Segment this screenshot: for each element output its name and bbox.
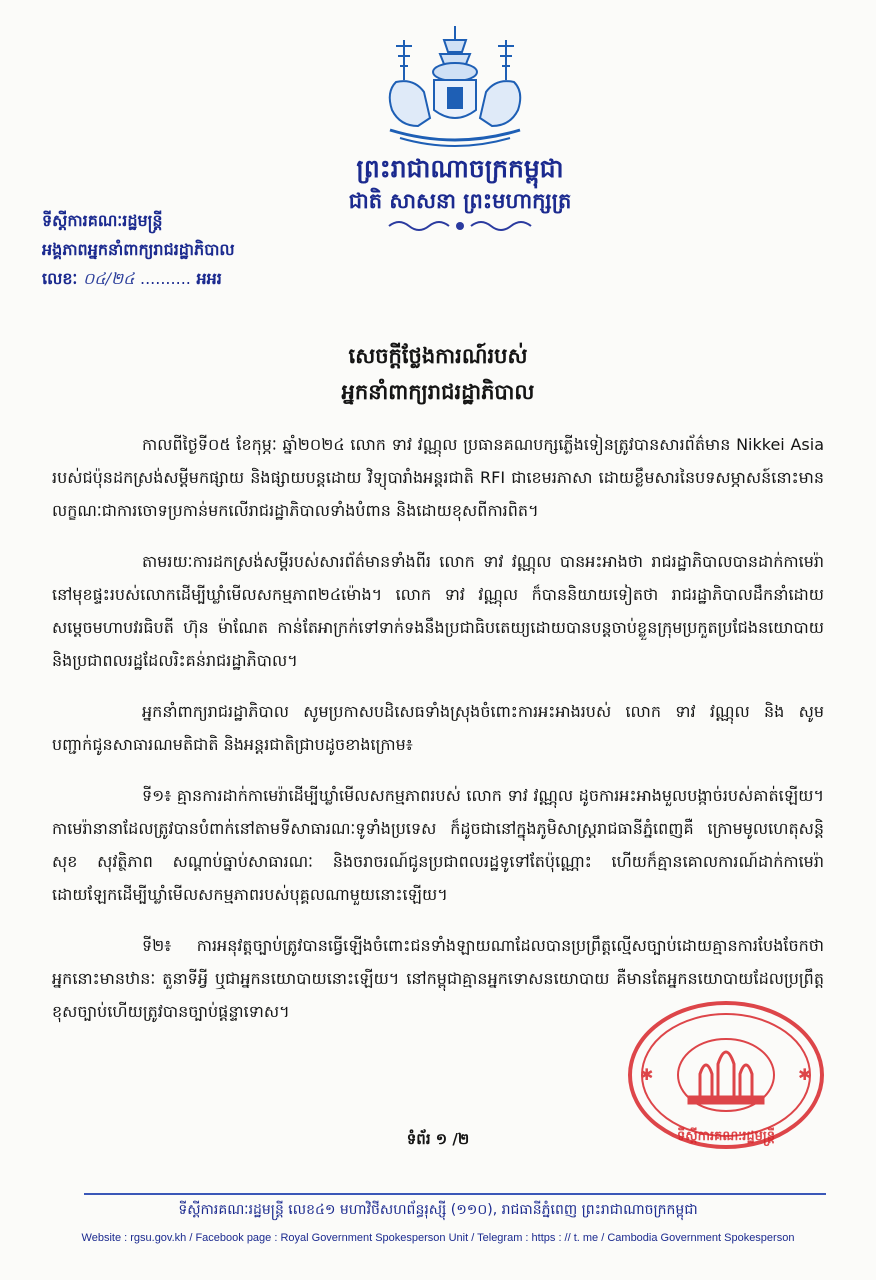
point-2: ទី២៖ ការអនុវត្តច្បាប់ត្រូវបានធ្វើឡើងចំពោះជនទាំងឡាយណាដែលបានប្រព្រឹត្តល្មើសច្បាប់ដោយគ្មានការបែងចែកថា អ្នកនោះមានឋានៈ តួនាទីអ្វី ឬជាអ្នកនយោបាយនោះឡើយ។ នៅកម្ពុជាគ្មានអ្នកទោសនយោបាយ គឺមានតែអ្នកនយោបាយដែលប្រព្រឹត្តខុសច្បាប់ហើយត្រូវបានច្បាប់ផ្ដន្ទាទោស។ bbox=[52, 936, 824, 1021]
footer-address: ទីស្ដីការគណៈរដ្ឋមន្ត្រី លេខ៤១ មហាវិថីសហព័ន្ធរុស្ស៊ី (១១០), រាជធានីភ្នំពេញ ព្រះរាជាណាចក្រកម្ពុជា bbox=[178, 1202, 698, 1218]
ornament-divider bbox=[320, 216, 600, 242]
unit-name: អង្គភាពអ្នកនាំពាក្យរាជរដ្ឋាភិបាល bbox=[42, 240, 235, 259]
page-number: ទំព័រ ១ /២ bbox=[406, 1130, 470, 1148]
kingdom-header bbox=[320, 152, 600, 242]
reference-suffix: អអរ bbox=[196, 269, 222, 288]
office-name: ទីស្ដីការគណៈរដ្ឋមន្ត្រី bbox=[42, 211, 163, 230]
statement-title bbox=[0, 338, 876, 410]
footer-links: Website : rgsu.gov.kh / Facebook page : Royal Government Spokesperson Unit / Telegram : https : // t. me / Cambodia Government Spokesperson bbox=[81, 1232, 795, 1244]
reference-label: លេខៈ bbox=[42, 269, 78, 288]
paragraph-2: តាមរយៈការដកស្រង់សម្ដីរបស់សារព័ត៌មានទាំងពីរ លោក ទាវ វណ្ណុល បានអះអាងថា រាជរដ្ឋាភិបាលបានដាក់កាមេរ៉ានៅមុខផ្ទះរបស់លោកដើម្បីឃ្លាំមើលសកម្មភាព២៤ម៉ោង។ លោក ទាវ វណ្ណុល ក៏បាននិយាយទៀតថា រាជរដ្ឋាភិបាលដឹកនាំដោយ សម្ដេចមហាបវរធិបតី ហ៊ុន ម៉ាណែត កាន់តែអាក្រក់ទៅទាក់ទងនឹងប្រជាធិបតេយ្យដោយបានបន្តចាប់ខ្លួនក្រុមប្រកួតប្រជែងនយោបាយ និងប្រជាពលរដ្ឋដែលរិះគន់រាជរដ្ឋាភិបាល។ bbox=[52, 552, 824, 670]
svg-text:✱: ✱ bbox=[798, 1065, 812, 1084]
paragraph-3: អ្នកនាំពាក្យរាជរដ្ឋាភិបាល សូមប្រកាសបដិសេធទាំងស្រុងចំពោះការអះអាងរបស់ លោក ទាវ វណ្ណុល និង សូមបញ្ជាក់ជូនសាធារណមតិជាតិ និងអន្តរជាតិជ្រាបដូចខាងក្រោម៖ bbox=[52, 702, 824, 754]
national-motto: ជាតិ សាសនា ព្រះមហាក្សត្រ bbox=[348, 189, 572, 213]
official-seal-icon bbox=[626, 1000, 826, 1150]
svg-text:✱: ✱ bbox=[640, 1065, 654, 1084]
issuing-office bbox=[42, 206, 235, 293]
reference-handwritten: ០៤/២៤ bbox=[82, 269, 135, 288]
kingdom-name: ព្រះរាជាណាចក្រកម្ពុជា bbox=[356, 154, 564, 183]
royal-coat-of-arms-icon bbox=[374, 22, 536, 152]
point-1: ទី១៖ គ្មានការដាក់កាមេរ៉ាដើម្បីឃ្លាំមើលសកម្មភាពរបស់ លោក ទាវ វណ្ណុល ដូចការអះអាងមួលបង្កាច់របស់គាត់ឡើយ។ កាមេរ៉ានានាដែលត្រូវបានបំពាក់នៅតាមទីសាធារណៈទូទាំងប្រទេស ក៏ដូចជានៅក្នុងភូមិសាស្ត្ររាជធានីភ្នំពេញគឺ ក្រោមមូលហេតុសន្តិសុខ សុវត្ថិភាព សណ្ដាប់ធ្នាប់សាធារណៈ និងចរាចរណ៍ជូនប្រជាពលរដ្ឋទូទៅតែប៉ុណ្ណោះ ហើយក៏គ្មានគោលការណ៍ដាក់កាមេរ៉ាដោយឡែកដើម្បីឃ្លាំមើលសកម្មភាពរបស់បុគ្គលណាមួយនោះឡើយ។ bbox=[52, 786, 824, 904]
paragraph-1: កាលពីថ្ងៃទី០៥ ខែកុម្ភៈ ឆ្នាំ២០២៤ លោក ទាវ វណ្ណុល ប្រធានគណបក្សភ្លើងទៀនត្រូវបានសារព័ត៌មាន Nikkei Asia របស់ជប៉ុនដកស្រង់សម្ដីមកផ្សាយ និងផ្សាយបន្តដោយ វិទ្យុបារាំងអន្តរជាតិ RFI ជាខេមរភាសា ដោយខ្លឹមសារនៃបទសម្ភាសន៍នោះមានលក្ខណៈជាការចោទប្រកាន់មកលើរាជរដ្ឋាភិបាលទាំងបំពាន និងដោយខុសពីការពិត។ bbox=[52, 435, 824, 520]
reference-number: លេខៈ ០៤/២៤ .......... អអរ bbox=[42, 269, 222, 288]
statement-body bbox=[52, 428, 824, 1046]
seal-text: ទីស្ដីការគណៈរដ្ឋមន្ត្រី bbox=[677, 1129, 775, 1144]
title-line-1: សេចក្តីថ្លែងការណ៍របស់ bbox=[348, 344, 528, 368]
ornament-flourish-icon bbox=[385, 218, 535, 234]
title-line-2: អ្នកនាំពាក្យរាជរដ្ឋាភិបាល bbox=[341, 380, 535, 404]
footer-divider bbox=[84, 1193, 826, 1195]
